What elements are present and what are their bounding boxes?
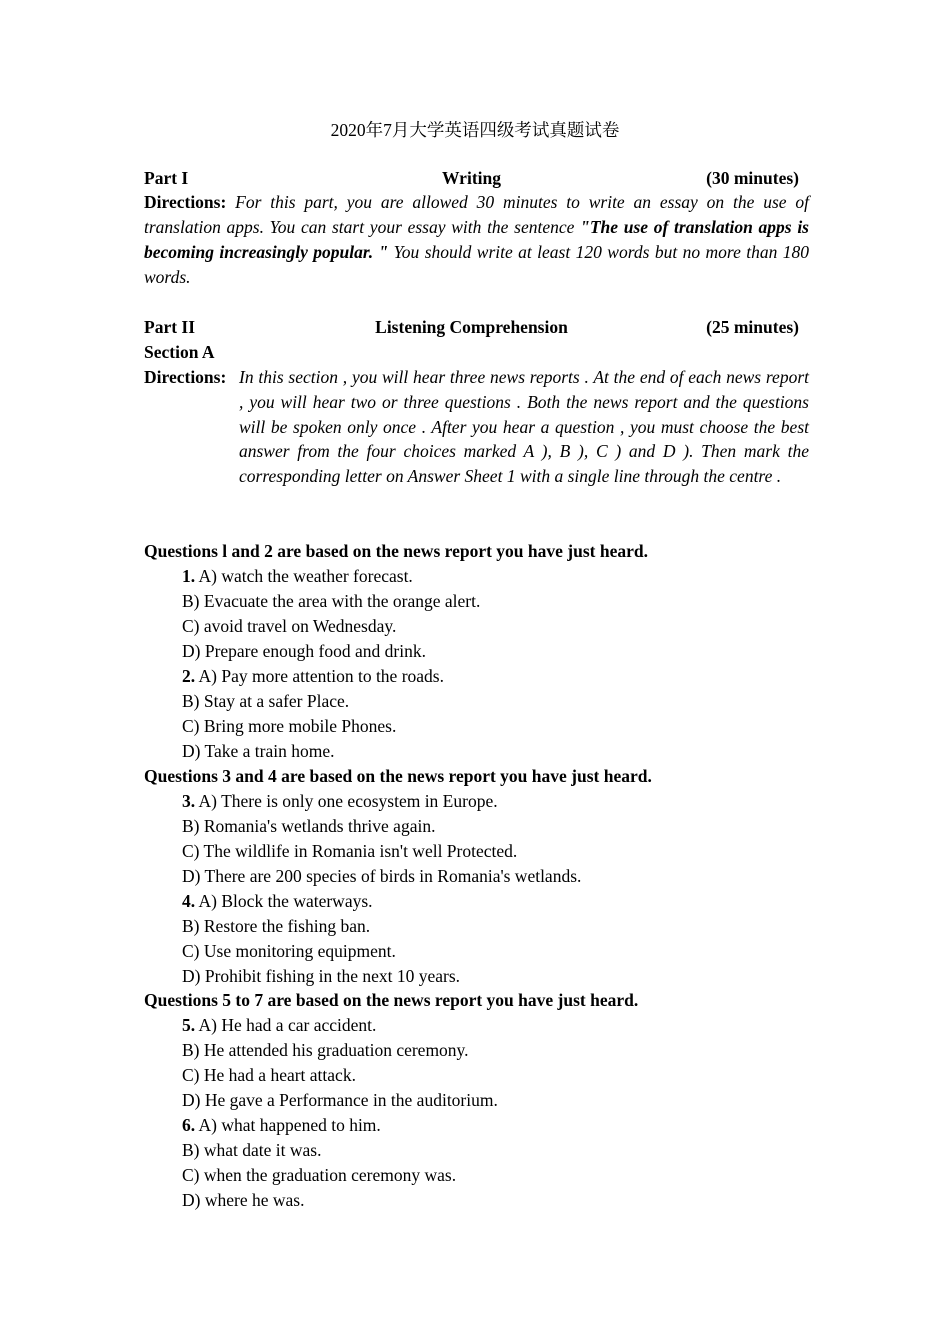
part-2-label: Part II bbox=[144, 317, 196, 337]
question-6-option-c: C) when the graduation ceremony was. bbox=[182, 1165, 457, 1185]
question-4-option-c: C) Use monitoring equipment. bbox=[182, 941, 396, 961]
option-text: A) There is only one ecosystem in Europe. bbox=[198, 791, 498, 811]
question-6-option-d: D) where he was. bbox=[182, 1190, 305, 1210]
part-2-directions-label: Directions: bbox=[144, 367, 227, 387]
option-text: A) what happened to him. bbox=[198, 1115, 381, 1135]
document-title: 2020年7月大学英语四级考试真题试卷 bbox=[330, 120, 620, 140]
part-1-label: Part I bbox=[144, 168, 189, 188]
question-5-option-a bbox=[182, 1013, 376, 1038]
question-3-option-b: B) Romania's wetlands thrive again. bbox=[182, 816, 436, 836]
question-5-option-c: C) He had a heart attack. bbox=[182, 1065, 356, 1085]
question-number: 3. bbox=[182, 791, 196, 811]
part-1-time: (30 minutes) bbox=[706, 168, 799, 188]
option-text: A) Pay more attention to the roads. bbox=[198, 666, 444, 686]
question-4-option-b: B) Restore the fishing ban. bbox=[182, 916, 371, 936]
question-4-option-a bbox=[182, 889, 373, 914]
question-1-option-b: B) Evacuate the area with the orange alert. bbox=[182, 591, 481, 611]
question-2-option-a bbox=[182, 664, 444, 689]
question-3-option-d: D) There are 200 species of birds in Romania's wetlands. bbox=[182, 866, 582, 886]
part-2-name: Listening Comprehension bbox=[375, 317, 568, 337]
question-1-option-d: D) Prepare enough food and drink. bbox=[182, 641, 426, 661]
question-6-option-b: B) what date it was. bbox=[182, 1140, 322, 1160]
question-number: 1. bbox=[182, 566, 196, 586]
part-2-header bbox=[144, 315, 799, 340]
question-3-option-a bbox=[182, 789, 498, 814]
part-1-header bbox=[144, 166, 799, 191]
option-text: A) Block the waterways. bbox=[198, 891, 373, 911]
section-a-heading: Section A bbox=[144, 342, 215, 362]
question-number: 6. bbox=[182, 1115, 196, 1135]
question-group-header: Questions l and 2 are based on the news report you have just heard. bbox=[144, 541, 648, 561]
directions-label: Directions: bbox=[144, 192, 227, 212]
part-1-directions bbox=[144, 190, 809, 290]
question-1-option-a bbox=[182, 564, 413, 589]
question-number: 2. bbox=[182, 666, 196, 686]
option-text: A) He had a car accident. bbox=[198, 1015, 377, 1035]
question-5-option-d: D) He gave a Performance in the auditorium. bbox=[182, 1090, 498, 1110]
question-1-option-c: C) avoid travel on Wednesday. bbox=[182, 616, 397, 636]
option-text: A) watch the weather forecast. bbox=[198, 566, 413, 586]
question-4-option-d: D) Prohibit fishing in the next 10 years. bbox=[182, 966, 461, 986]
question-2-option-d: D) Take a train home. bbox=[182, 741, 335, 761]
question-2-option-b: B) Stay at a safer Place. bbox=[182, 691, 350, 711]
directions-text-1: For this part, you are allowed 30 minutes to write an essay on the use of translation apps. You can start your essay with the sentence bbox=[144, 192, 809, 237]
question-6-option-a bbox=[182, 1113, 381, 1138]
question-2-option-c: C) Bring more mobile Phones. bbox=[182, 716, 397, 736]
part-2-directions-text: In this section , you will hear three news reports . At the end of each news report , you will hear two or three questions . Both the news report and the questions will be spoken only once . After you hear a question , you must choose the best answer from the four choices marked A ), B ), C ) and D ). Then mark the corresponding letter on Answer Sheet 1 with a single line through the centre . bbox=[239, 367, 809, 487]
question-5-option-b: B) He attended his graduation ceremony. bbox=[182, 1040, 469, 1060]
part-1-name: Writing bbox=[442, 168, 501, 188]
question-number: 4. bbox=[182, 891, 196, 911]
directions-text-2: You should write at least 120 words but no more than 180 words. bbox=[144, 242, 810, 287]
part-2-time: (25 minutes) bbox=[706, 317, 799, 337]
question-group-header: Questions 5 to 7 are based on the news report you have just heard. bbox=[144, 990, 639, 1010]
question-group-header: Questions 3 and 4 are based on the news report you have just heard. bbox=[144, 766, 652, 786]
directions-quote: "The use of translation apps is becoming increasingly popular. " bbox=[144, 217, 809, 262]
question-3-option-c: C) The wildlife in Romania isn't well Protected. bbox=[182, 841, 518, 861]
question-number: 5. bbox=[182, 1015, 196, 1035]
